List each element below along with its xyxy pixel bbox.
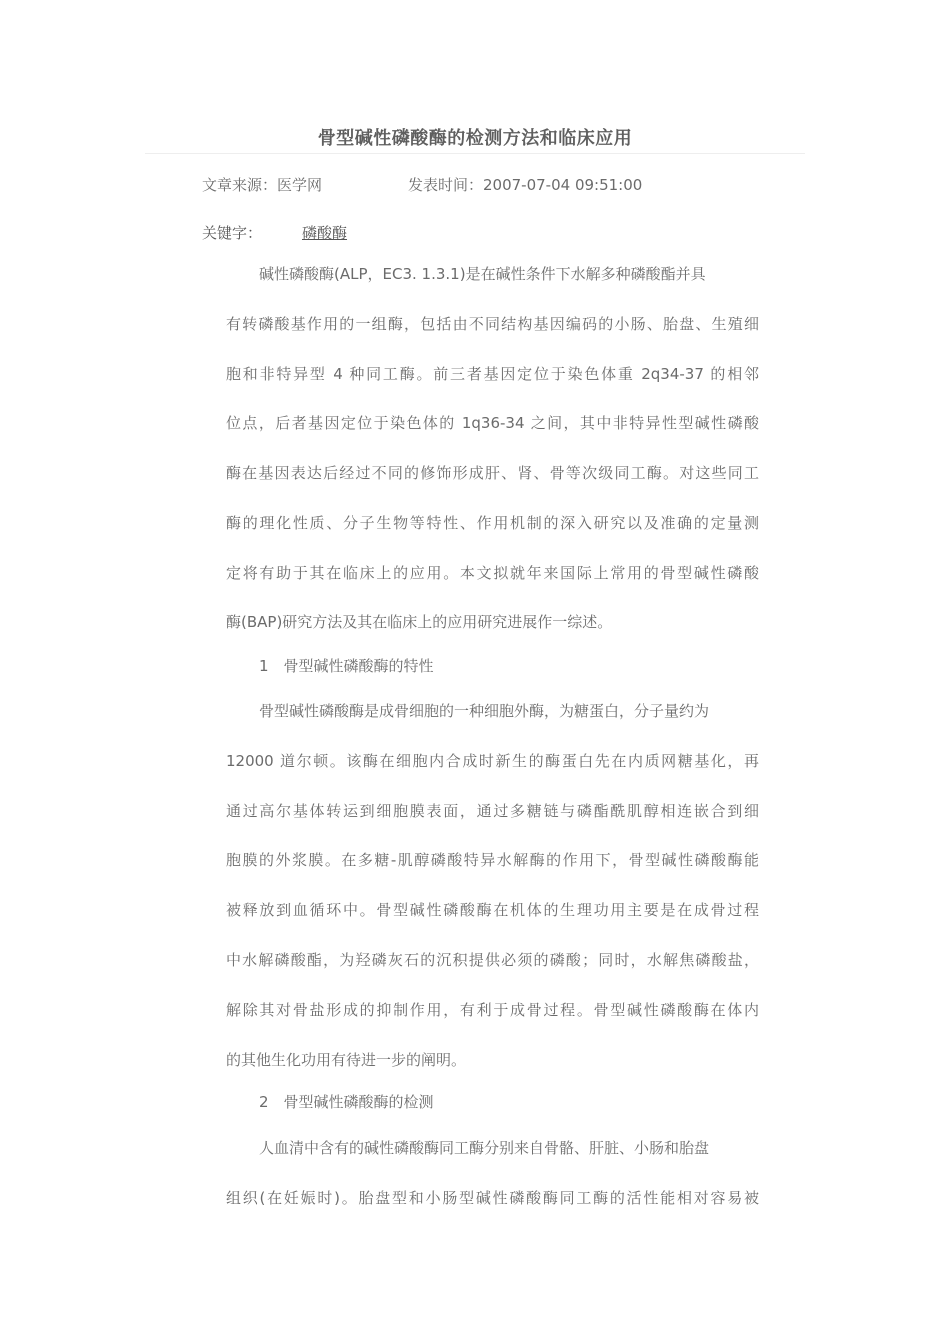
text-line: 胞膜的外浆膜。在多糖-肌醇磷酸特异水解酶的作用下，骨型碱性磷酸酶能 <box>226 851 759 869</box>
text-line: 解除其对骨盐形成的抑制作用，有利于成骨过程。骨型碱性磷酸酶在体内 <box>226 1001 759 1019</box>
text-line: 酶(BAP)研究方法及其在临床上的应用研究进展作一综述。 <box>226 613 613 631</box>
article-title: 骨型碱性磷酸酶的检测方法和临床应用 <box>317 128 633 149</box>
publish-time: 发表时间：2007-07-04 09:51:00 <box>408 176 643 194</box>
title-divider <box>145 153 805 154</box>
text-line: 胞和非特异型 4 种同工酶。前三者基因定位于染色体重 2q34-37 的相邻 <box>226 365 759 383</box>
text-line: 骨型碱性磷酸酶是成骨细胞的一种细胞外酶，为糖蛋白，分子量约为 <box>259 702 710 720</box>
text-line: 碱性磷酸酶(ALP，EC3. 1.3.1)是在碱性条件下水解多种磷酸酯并具 <box>259 265 706 283</box>
keyword-link[interactable]: 磷酸酶 <box>302 224 348 242</box>
keywords-label: 关键字： <box>202 224 263 242</box>
text-line: 中水解磷酸酯，为羟磷灰石的沉积提供必须的磷酸；同时，水解焦磷酸盐， <box>226 951 759 969</box>
section-heading: 2 骨型碱性磷酸酶的检测 <box>259 1093 434 1111</box>
text-line: 通过高尔基体转运到细胞膜表面，通过多糖链与磷酯酰肌醇相连嵌合到细 <box>226 802 759 820</box>
text-line: 位点，后者基因定位于染色体的 1q36-34 之间，其中非特异性型碱性磷酸 <box>226 414 759 432</box>
section-heading: 1 骨型碱性磷酸酶的特性 <box>259 657 434 675</box>
text-line: 12000 道尔顿。该酶在细胞内合成时新生的酶蛋白先在内质网糖基化，再 <box>226 752 759 770</box>
text-line: 定将有助于其在临床上的应用。本文拟就年来国际上常用的骨型碱性磷酸 <box>226 564 759 582</box>
text-line: 酶在基因表达后经过不同的修饰形成肝、肾、骨等次级同工酶。对这些同工 <box>226 464 759 482</box>
text-line: 的其他生化功用有待进一步的阐明。 <box>226 1051 467 1069</box>
text-line: 酶的理化性质、分子生物等特性、作用机制的深入研究以及准确的定量测 <box>226 514 759 532</box>
article-meta <box>202 174 643 195</box>
text-line: 人血清中含有的碱性磷酸酶同工酶分别来自骨骼、肝脏、小肠和胎盘 <box>259 1139 710 1157</box>
text-line: 被释放到血循环中。骨型碱性磷酸酶在机体的生理功用主要是在成骨过程 <box>226 901 759 919</box>
article-source: 文章来源：医学网 <box>202 176 323 194</box>
text-line: 组织(在妊娠时)。胎盘型和小肠型碱性磷酸酶同工酶的活性能相对容易被 <box>226 1189 759 1207</box>
text-line: 有转磷酸基作用的一组酶，包括由不同结构基因编码的小肠、胎盘、生殖细 <box>226 315 759 333</box>
keywords-row <box>202 222 348 243</box>
